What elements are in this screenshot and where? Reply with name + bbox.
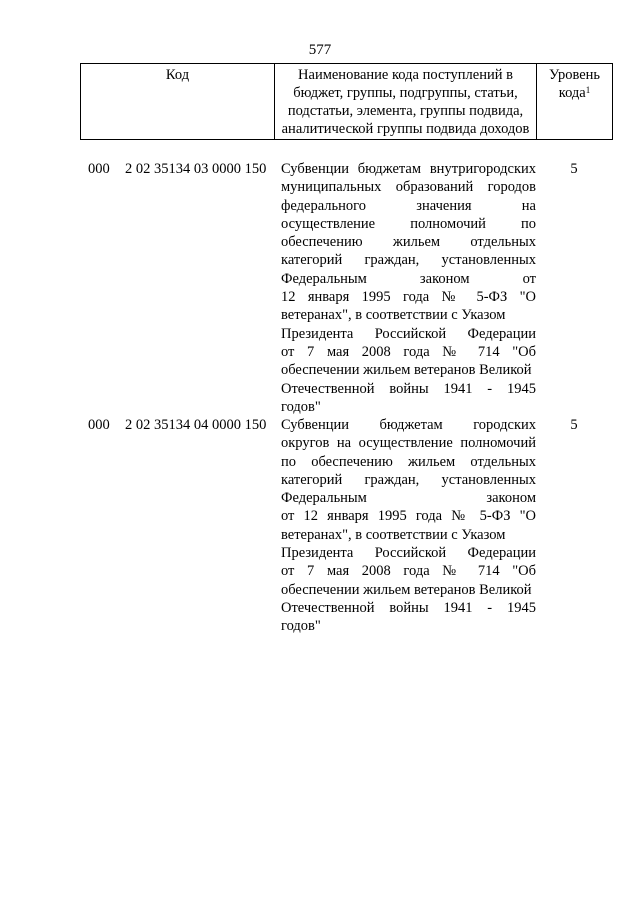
revenue-code: 2 02 35134 03 0000 150: [125, 161, 267, 177]
name-line: от 7 мая 2008 года № 714 "Об: [281, 343, 536, 360]
revenue-name: [281, 160, 536, 416]
code-level: 5: [570, 161, 578, 177]
name-line: обеспечении жильем ветеранов Великой: [281, 362, 532, 379]
name-line: годов": [281, 618, 321, 635]
name-line: Субвенции бюджетам городских: [281, 417, 536, 433]
header-level-word: кода: [558, 85, 586, 101]
revenue-code: 2 02 35134 04 0000 150: [125, 417, 267, 433]
name-line: Федеральным законом: [281, 490, 536, 507]
name-line: по обеспечению жильем отдельных: [281, 453, 536, 470]
column-header-name: [275, 64, 537, 140]
name-line: осуществление полномочий по: [281, 215, 536, 232]
name-line: федерального значения на: [281, 197, 536, 214]
name-line: муниципальных образований городов: [281, 179, 536, 196]
name-line: ветеранах", в соответствии с Указом: [281, 307, 506, 324]
header-level-line: Уровень: [548, 67, 601, 83]
name-line: 12 января 1995 года № 5-ФЗ "О: [281, 289, 536, 306]
name-line: категорий граждан, установленных: [281, 252, 536, 269]
name-line: годов": [281, 398, 321, 415]
name-line: Субвенции бюджетам внутригородских: [281, 161, 536, 177]
code-prefix: 000: [88, 161, 110, 177]
name-line: категорий граждан, установленных: [281, 471, 536, 488]
column-header-code: Код: [81, 64, 275, 140]
header-level-line: [539, 84, 610, 102]
name-line: округов на осуществление полномочий: [281, 435, 536, 452]
column-header-level: [537, 64, 613, 140]
name-line: Отечественной войны 1941 - 1945: [281, 599, 536, 616]
table-header: [80, 63, 613, 140]
name-line: ветеранах", в соответствии с Указом: [281, 526, 506, 543]
name-line: от 7 мая 2008 года № 714 "Об: [281, 563, 536, 580]
name-line: обеспечению жильем отдельных: [281, 234, 536, 251]
header-name-line: аналитической группы подвида доходов: [281, 121, 530, 137]
name-line: Президента Российской Федерации: [281, 325, 536, 342]
name-line: Президента Российской Федерации: [281, 545, 536, 562]
footnote-marker: 1: [585, 85, 591, 95]
name-line: Отечественной войны 1941 - 1945: [281, 380, 536, 397]
header-name-line: Наименование кода поступлений в: [298, 67, 513, 83]
page-number: 577: [308, 42, 332, 58]
code-level: 5: [570, 417, 578, 433]
name-line: Федеральным законом от: [281, 270, 536, 287]
header-name-line: подстатьи, элемента, группы подвида,: [287, 103, 524, 119]
name-line: от 12 января 1995 года № 5-ФЗ "О: [281, 508, 536, 525]
header-name-line: бюджет, группы, подгруппы, статьи,: [293, 85, 518, 101]
name-line: обеспечении жильем ветеранов Великой: [281, 581, 532, 598]
revenue-name: [281, 416, 536, 636]
code-prefix: 000: [88, 417, 110, 433]
